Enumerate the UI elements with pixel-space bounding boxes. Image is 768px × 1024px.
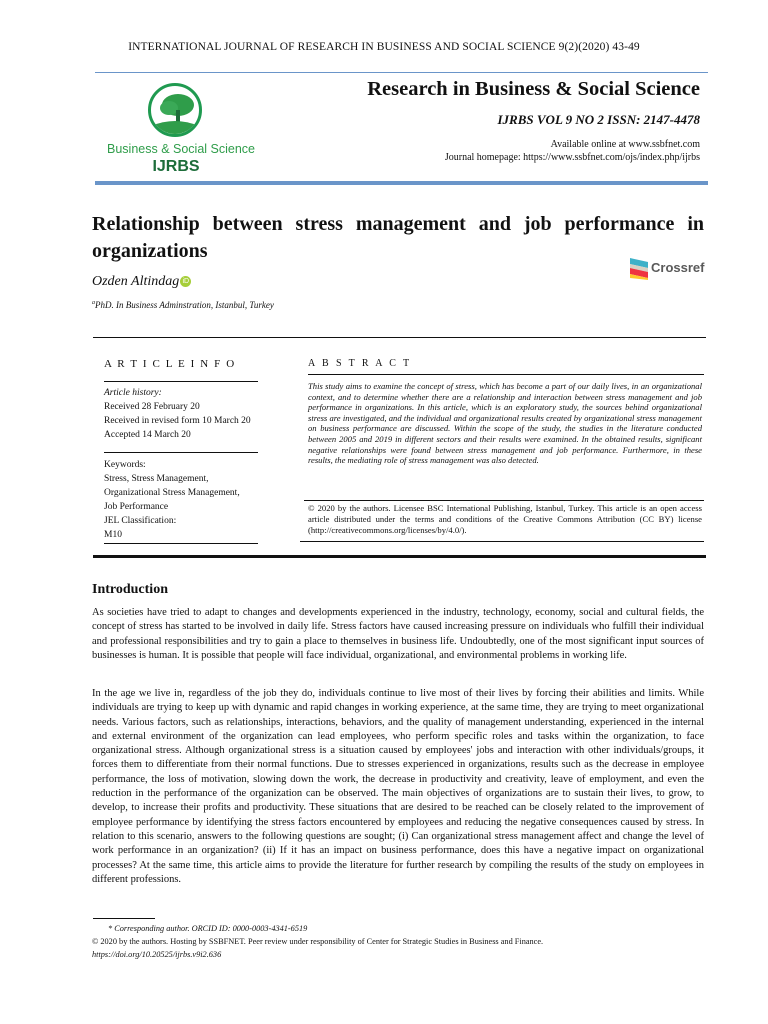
body-paragraph: In the age we live in, regardless of the job they do, individuals continue to live most of their lives by forcing their abilities and limits. While individuals are trying to keep up with dynamic and rapid changes in working experience, at the same time, they are trying to meet organizational needs. Various factors, such as relationships, interactions, behaviors, and the quality of management understanding, experienced in the internal and external environment of the organization can lead employees, who perform specific roles and tasks within the organization, to face organizational stress. Although organizational stress is a situation caused by employees' jobs and interaction with other individuals/groups, it forces them to differentiate from their normal functions. Due to stresses experienced in organizations, results such as the decrease in employee performance, the loss of motivation, slowing down the work, the decrease in productivity and creativity, leave of employment, and even the reduction in the performance of the organization can be observed. The main objectives of organizations are to sustain their lives, to grow, to develop, to increase their profits and productivity. These situations that are desired to be reached can be closely related to the improvement of employee performance by identifying the stress factors encountered by employees and reducing the negative consequences caused by stress. In relation to this scenario, answers to the following questions are sought; (i) Can organizational stress management affect and change the level of work performance in an organization? (ii) If it has an impact on business performance, does this have a negative impact on organizational processes? At the same time, this article aims to provide the literature for further research by compiling the results of the study on employees in different professions.: [92, 688, 704, 885]
jel-code: M10: [104, 530, 122, 540]
copyright-note: © 2020 by the authors. Hosting by SSBFNET. Peer review under responsibility of Center for Strategic Studies in Business and Finance.: [92, 937, 544, 946]
history-label: Article history:: [104, 388, 162, 398]
header-bottom-rule: [95, 181, 708, 185]
article-info-rule-1: [104, 381, 258, 382]
keyword-line: Stress, Stress Management,: [104, 474, 209, 484]
article-info-rule-2: [104, 452, 258, 453]
logo-wordmark: Business & Social Science: [107, 142, 255, 156]
abstract-text: This study aims to examine the concept of stress, which has become a part of our daily lives, in an organizational context, and to determine whether there are a relationship and interaction between stress management and job performance in organizations. In this article, which is an exploratory study, the sources behind organizational stress are investigated, and the individual and organizational results created by organizational stress management on business performance are discussed. Within the scope of the study, the studies in the literature conducted between 2005 and 2019 in different sectors and their results were examined. In the obtained results, significant negative relationships were found between stress management and job performance. Furthermore, in these results, the mediating role of stress management was also detected.: [308, 381, 702, 466]
article-title: Relationship between stress management and job performance in organizations: [92, 213, 704, 262]
crossref-badge[interactable]: [628, 256, 708, 282]
info-top-rule: [93, 337, 706, 338]
section-divider-rule: [93, 555, 706, 558]
running-head: INTERNATIONAL JOURNAL OF RESEARCH IN BUSINESS AND SOCIAL SCIENCE 9(2)(2020) 43-49: [128, 41, 640, 53]
affiliation-text: PhD. In Business Adminstration, Istanbul, Turkey: [95, 300, 274, 310]
license-text: © 2020 by the authors. Licensee BSC International Publishing, Istanbul, Turkey. This article is an open access article distributed under the terms and conditions of the Creative Commons Attribution (CC BY) license (http://creativecommons.org/licenses/by/4.0/).: [308, 503, 702, 535]
footnote-rule: [93, 918, 155, 919]
body-paragraph: As societies have tried to adapt to changes and developments experienced in the industry, technology, economy, social and cultural fields, the concept of stress has started to be involved in daily life. Stress factors have caused increasing pressure on individuals who fulfill their individual and professional responsibilities and try to gain a place to themselves in business life. Undoubtedly, one of the most significant input sources of businesses is human. It is possible that people will face individual, organizational, and environmental problems in working life.: [92, 607, 704, 661]
article-history: [104, 386, 254, 442]
affiliation: [92, 300, 274, 310]
logo-acronym: IJRBS: [152, 158, 200, 175]
accepted-date: Accepted 14 March 20: [104, 430, 191, 440]
abstract-rule-1: [308, 374, 704, 375]
keyword-line: Organizational Stress Management,: [104, 488, 240, 498]
header-top-rule: [95, 72, 708, 73]
received-date: Received 28 February 20: [104, 402, 200, 412]
keyword-line: Job Performance: [104, 502, 169, 512]
author-line: [92, 274, 191, 290]
orcid-icon[interactable]: iD: [180, 276, 191, 287]
abstract-heading: A B S T R A C T: [308, 358, 412, 369]
revised-date: Received in revised form 10 March 20: [104, 416, 251, 426]
abstract-rule-3: [300, 541, 704, 542]
introduction-heading: Introduction: [92, 582, 168, 597]
journal-title: Research in Business & Social Science: [367, 78, 700, 100]
author-name: Ozden Altindag: [92, 274, 180, 289]
keywords-block: [104, 458, 254, 542]
journal-homepage[interactable]: Journal homepage: https://www.ssbfnet.com/ojs/index.php/ijrbs: [444, 152, 700, 163]
keywords-label: Keywords:: [104, 460, 146, 470]
article-info-heading: A R T I C L E I N F O: [104, 358, 236, 370]
affiliation-marker: a: [92, 300, 95, 306]
journal-logo: [96, 80, 271, 180]
doi-link[interactable]: https://doi.org/10.20525/ijrbs.v9i2.636: [92, 950, 222, 959]
volume-issn: IJRBS VOL 9 NO 2 ISSN: 2147-4478: [497, 112, 700, 127]
corresponding-author-note: * Corresponding author. ORCID ID: 0000-0003-4341-6519: [108, 924, 308, 933]
crossref-label: Crossref: [651, 260, 705, 275]
crossref-icon: [628, 256, 650, 282]
available-online[interactable]: Available online at www.ssbfnet.com: [550, 139, 700, 150]
abstract-rule-2: [304, 500, 704, 501]
jel-label: JEL Classification:: [104, 516, 177, 526]
tree-logo-icon: [148, 83, 202, 137]
article-info-rule-3: [104, 543, 258, 544]
